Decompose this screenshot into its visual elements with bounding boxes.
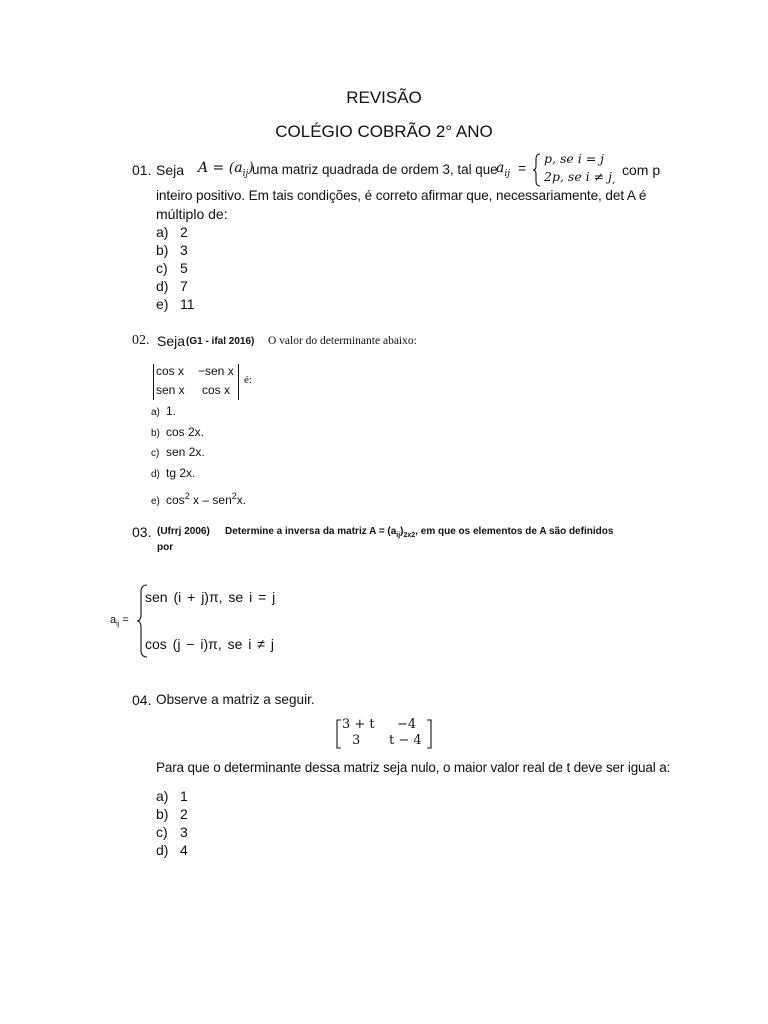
question-text: com p <box>622 162 661 178</box>
case-line: cos (j − i)π, se i ≠ j <box>145 636 274 652</box>
answer-option: c) sen 2x. <box>151 445 205 459</box>
determinant-cell: −sen x <box>198 364 234 378</box>
answer-option: d) 4 <box>156 842 188 858</box>
question-text: Para que o determinante dessa matriz seja nulo, o maior valor real de t deve ser igual a: <box>156 760 671 775</box>
determinant-cell: cos x <box>156 364 185 378</box>
question-text: Observe a matriz a seguir. <box>156 692 315 707</box>
answer-option: b) cos 2x. <box>151 424 205 439</box>
question-text: Determine a inversa da matriz $A = (a_{ij})_{2x2}$, em que os elementos de A são definidos <box>225 526 614 539</box>
answer-options <box>151 402 246 512</box>
matrix-cell: −4 <box>397 717 417 732</box>
math-expression: $a_{ij}$ <box>496 160 511 179</box>
page-subtitle: COLÉGIO COBRÃO 2° ANO <box>275 122 493 141</box>
answer-option: e) 11 <box>156 296 195 312</box>
answer-option: a) 2 <box>156 224 188 240</box>
answer-option: d) tg 2x. <box>151 465 196 480</box>
question-number: 01. <box>132 162 152 178</box>
answer-options <box>156 223 195 313</box>
matrix-cell: t − 4 <box>389 733 422 748</box>
math-expression: $A = (a_{ij})$ <box>198 160 254 179</box>
math-expression: $a_{ij}$ = <box>110 614 129 629</box>
question-number: 02. <box>132 333 150 348</box>
question-source: (G1 - ifal 2016) <box>186 336 255 347</box>
left-brace-icon <box>533 153 541 187</box>
answer-option: c) 3 <box>156 824 188 840</box>
answer-option: a) 1 <box>156 788 188 804</box>
question-number: 04. <box>132 692 152 708</box>
matrix-bracket-right <box>426 719 432 749</box>
question-number: 03. <box>132 524 152 540</box>
question-text: O valor do determinante abaixo: <box>268 335 417 347</box>
case-line: sen (i + j)π, se i = j <box>145 589 276 605</box>
case-line: p, se i = j <box>544 151 605 166</box>
answer-option: d) 7 <box>156 278 188 294</box>
question-text: múltiplo de: <box>156 206 228 222</box>
equals-sign: = <box>518 160 527 176</box>
answer-options <box>156 787 188 859</box>
question-text: por <box>157 542 174 553</box>
question-text: Seja <box>157 333 186 349</box>
answer-option: a) 1. <box>151 404 177 418</box>
answer-option: b) 3 <box>156 242 188 258</box>
determinant-bar-right <box>238 364 239 400</box>
question-text: uma matriz quadrada de ordem 3, tal que <box>252 162 498 177</box>
determinant-bar-left <box>153 364 154 400</box>
question-text: inteiro positivo. Em tais condições, é correto afirmar que, necessariamente, det A é <box>156 188 647 203</box>
page-title: REVISÃO <box>346 88 422 107</box>
case-line: 2p, se i ≠ j <box>544 169 612 184</box>
determinant-cell: sen x <box>156 383 185 397</box>
answer-option: c) 5 <box>156 260 188 276</box>
matrix-cell: 3 <box>352 733 361 748</box>
question-text: é: <box>244 374 252 386</box>
comma: , <box>612 173 616 186</box>
answer-option: e) $\cos^2 x - sen^2x$. <box>151 491 247 507</box>
matrix-cell: 3 + t <box>342 717 375 732</box>
question-source: (Ufrrj 2006) <box>157 526 210 537</box>
determinant-cell: cos x <box>202 383 231 397</box>
question-text: Seja <box>156 162 185 178</box>
answer-option: b) 2 <box>156 806 188 822</box>
